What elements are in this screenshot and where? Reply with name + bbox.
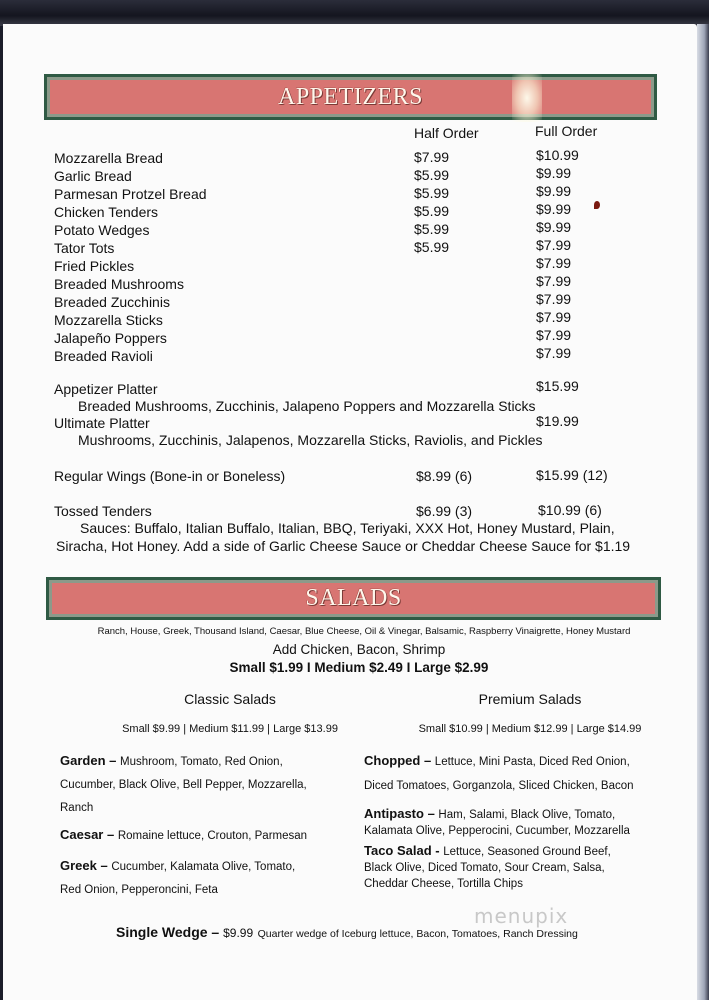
appetizer-name: Breaded Ravioli: [54, 348, 153, 364]
appetizer-name: Jalapeño Poppers: [54, 330, 167, 346]
platter-desc: Mushrooms, Zucchinis, Jalapenos, Mozzarella Sticks, Raviolis, and Pickles: [78, 432, 543, 448]
salad-desc: Kalamata Olive, Pepperocini, Cucumber, Mozzarella: [364, 825, 630, 837]
platter-name: Appetizer Platter: [54, 381, 158, 397]
salad-desc: Mushroom, Tomato, Red Onion,: [119, 756, 283, 768]
wings-full-price: $15.99 (12): [536, 467, 608, 483]
appetizer-full-price: $7.99: [536, 309, 572, 325]
salad-line: [60, 826, 307, 844]
add-ons-prices: Small $1.99 I Medium $2.49 I Large $2.99: [229, 660, 489, 675]
sauces-line-1: Sauces: Buffalo, Italian Buffalo, Italian, BBQ, Teriyaki, XXX Hot, Honey Mustard, Plain,: [80, 520, 615, 536]
salad-name: Caesar: [60, 827, 104, 842]
tenders-half-price: $6.99 (3): [416, 503, 473, 519]
appetizer-half-price: $5.99: [414, 203, 450, 219]
appetizer-half-price: $5.99: [414, 239, 450, 255]
half-order-header: Half Order: [414, 125, 479, 141]
salad-line: [364, 874, 523, 892]
appetizer-full-price: $9.99: [536, 201, 572, 217]
appetizer-full-price: $7.99: [536, 291, 572, 307]
dressings-list: Ranch, House, Greek, Thousand Island, Caesar, Blue Cheese, Oil & Vinegar, Balsamic, Raspberry Vinaigrette, Honey Mustard: [97, 626, 631, 637]
salad-sep: –: [105, 753, 120, 768]
wings-name: Regular Wings (Bone-in or Boneless): [54, 468, 286, 484]
salad-name: Chopped: [364, 753, 421, 768]
appetizer-half-price: $5.99: [414, 221, 450, 237]
appetizer-name: Chicken Tenders: [54, 204, 159, 220]
salad-sep: –: [103, 827, 118, 842]
appetizer-name: Mozzarella Sticks: [54, 312, 163, 328]
appetizer-full-price: $9.99: [536, 219, 572, 235]
salad-name: Garden: [60, 753, 106, 768]
salad-line: [364, 752, 630, 770]
salad-line: [364, 776, 634, 794]
appetizers-banner: [44, 74, 657, 120]
premium-salads-title: Premium Salads: [478, 691, 582, 707]
binder-top-edge: [0, 0, 709, 26]
salad-desc: Red Onion, Pepperoncini, Feta: [60, 884, 218, 896]
appetizer-name: Tator Tots: [54, 240, 115, 256]
appetizer-half-price: $5.99: [414, 185, 450, 201]
salad-line: [60, 752, 283, 770]
stain-mark: [594, 201, 600, 209]
appetizer-full-price: $10.99: [536, 147, 579, 163]
salad-line: [60, 798, 93, 816]
platter-desc: Breaded Mushrooms, Zucchinis, Jalapeno Poppers and Mozzarella Sticks: [78, 398, 536, 414]
appetizer-full-price: $9.99: [536, 183, 572, 199]
salad-sep: –: [96, 858, 112, 873]
wedge-name: Single Wedge: [116, 924, 208, 940]
appetizer-full-price: $9.99: [536, 165, 572, 181]
tenders-full-price: $10.99 (6): [538, 502, 602, 518]
salad-desc: Lettuce, Mini Pasta, Diced Red Onion,: [434, 756, 630, 768]
page-right-edge: [697, 24, 709, 1000]
classic-salads-title: Classic Salads: [184, 691, 276, 707]
platter-price: $15.99: [536, 378, 579, 394]
salad-line: [364, 821, 630, 839]
appetizer-name: Fried Pickles: [54, 258, 135, 274]
appetizer-name: Breaded Mushrooms: [54, 276, 184, 292]
salad-desc: Cucumber, Black Olive, Bell Pepper, Mozzarella,: [60, 779, 307, 791]
salad-desc: Cheddar Cheese, Tortilla Chips: [364, 878, 523, 890]
appetizer-name: Parmesan Protzel Bread: [54, 186, 207, 202]
salad-desc: Romaine lettuce, Crouton, Parmesan: [117, 830, 308, 842]
appetizer-name: Breaded Zucchinis: [54, 294, 170, 310]
appetizer-half-price: $5.99: [414, 167, 450, 183]
salad-sep: –: [420, 753, 435, 768]
wedge-sep: –: [207, 924, 224, 940]
full-order-header: Full Order: [535, 123, 598, 139]
wedge-desc: Quarter wedge of Iceburg lettuce, Bacon, Tomatoes, Ranch Dressing: [257, 928, 578, 940]
appetizer-name: Mozzarella Bread: [54, 150, 163, 166]
salad-sep: –: [423, 806, 439, 821]
salad-desc: Lettuce, Seasoned Ground Beef,: [443, 846, 611, 858]
salad-sep: -: [431, 843, 444, 858]
appetizer-full-price: $7.99: [536, 345, 572, 361]
menupix-watermark: menupix: [474, 904, 569, 928]
appetizer-full-price: $7.99: [536, 273, 572, 289]
premium-salads-prices: Small $10.99 | Medium $12.99 | Large $14.99: [418, 723, 642, 735]
photo-glare: [512, 74, 542, 122]
classic-salads-prices: Small $9.99 | Medium $11.99 | Large $13.99: [122, 723, 338, 735]
sauces-line-2: Siracha, Hot Honey. Add a side of Garlic Cheese Sauce or Cheddar Cheese Sauce for $1.19: [56, 538, 631, 554]
salad-desc: Cucumber, Kalamata Olive, Tomato,: [111, 861, 296, 873]
salad-line: [60, 775, 307, 793]
appetizer-name: Potato Wedges: [54, 222, 150, 238]
appetizer-full-price: $7.99: [536, 327, 572, 343]
wedge-price: $9.99: [223, 926, 254, 940]
appetizer-half-price: $7.99: [414, 149, 450, 165]
salad-name: Greek: [60, 858, 97, 873]
salad-line: [60, 857, 295, 875]
wings-half-price: $8.99 (6): [416, 468, 473, 484]
salad-line: [60, 880, 218, 898]
salads-title: SALADS: [305, 585, 402, 611]
appetizer-name: Garlic Bread: [54, 168, 132, 184]
salad-desc: Ranch: [60, 802, 94, 814]
tenders-name: Tossed Tenders: [54, 503, 152, 519]
salad-desc: Diced Tomatoes, Gorganzola, Sliced Chicken, Bacon: [364, 780, 634, 792]
platter-name: Ultimate Platter: [54, 415, 150, 431]
salad-name: Antipasto: [364, 806, 424, 821]
salads-banner: [46, 577, 661, 620]
salad-desc: Black Olive, Diced Tomato, Sour Cream, Salsa,: [364, 862, 605, 874]
appetizers-title: APPETIZERS: [277, 83, 423, 110]
add-ons-title: Add Chicken, Bacon, Shrimp: [272, 642, 446, 657]
salad-name: Taco Salad: [364, 843, 432, 858]
platter-price: $19.99: [536, 413, 579, 429]
appetizer-full-price: $7.99: [536, 237, 572, 253]
appetizer-full-price: $7.99: [536, 255, 572, 271]
salad-desc: Ham, Salami, Black Olive, Tomato,: [438, 809, 616, 821]
